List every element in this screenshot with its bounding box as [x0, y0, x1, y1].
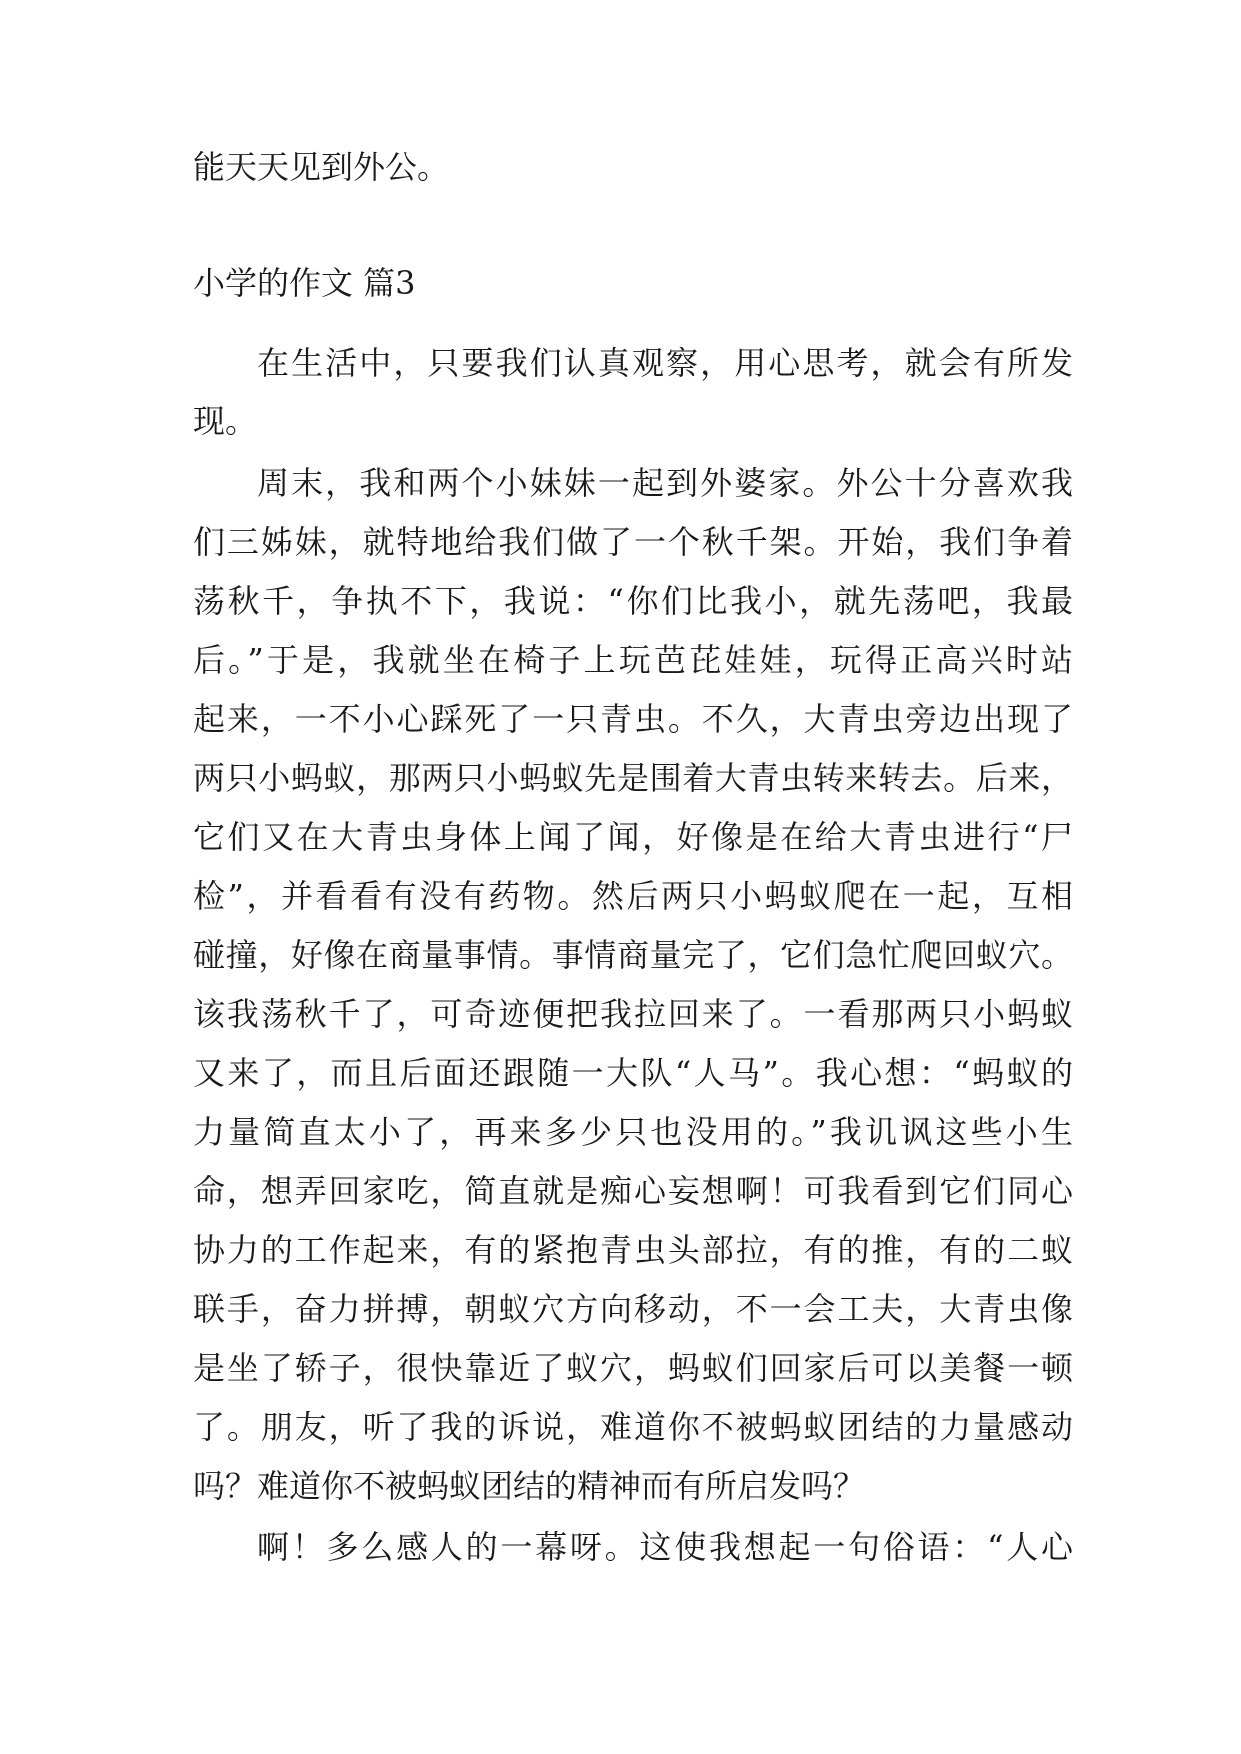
paragraph-line: 周末，我和两个小妹妹一起到外婆家。外公十分喜欢我 [257, 464, 1073, 502]
paragraph-line: 是坐了轿子，很快靠近了蚁穴，蚂蚁们回家后可以美餐一顿 [193, 1349, 1073, 1387]
paragraph-line: 啊！多么感人的一幕呀。这使我想起一句俗语：“人心 [257, 1528, 1073, 1566]
paragraph-line: 它们又在大青虫身体上闻了闻，好像是在给大青虫进行“尸 [193, 818, 1073, 856]
paragraph-line: 起来，一不小心踩死了一只青虫。不久，大青虫旁边出现了 [193, 700, 1073, 738]
paragraph-line: 命，想弄回家吃，简直就是痴心妄想啊！可我看到它们同心 [193, 1172, 1073, 1210]
carryover-line: 能天天见到外公。 [193, 148, 450, 186]
paragraph-line: 联手，奋力拼搏，朝蚁穴方向移动，不一会工夫，大青虫像 [193, 1290, 1073, 1328]
paragraph-line: 荡秋千，争执不下，我说：“你们比我小，就先荡吧，我最 [193, 582, 1073, 620]
section-heading: 小学的作文 篇3 [193, 264, 416, 302]
paragraph-line: 在生活中，只要我们认真观察，用心思考，就会有所发 [257, 344, 1073, 382]
paragraph-line: 力量简直太小了，再来多少只也没用的。”我讥讽这些小生 [193, 1113, 1073, 1151]
paragraph-line: 两只小蚂蚁，那两只小蚂蚁先是围着大青虫转来转去。后来， [193, 759, 1073, 797]
paragraph-line: 检”，并看看有没有药物。然后两只小蚂蚁爬在一起，互相 [193, 877, 1073, 915]
paragraph-line: 了。朋友，听了我的诉说，难道你不被蚂蚁团结的力量感动 [193, 1408, 1073, 1446]
paragraph-line: 碰撞，好像在商量事情。事情商量完了，它们急忙爬回蚁穴。 [193, 936, 1073, 974]
paragraph-line: 现。 [193, 402, 258, 440]
paragraph-line: 协力的工作起来，有的紧抱青虫头部拉，有的推，有的二蚁 [193, 1231, 1073, 1269]
paragraph-line: 又来了，而且后面还跟随一大队“人马”。我心想：“蚂蚁的 [193, 1054, 1073, 1092]
paragraph-line: 后。”于是，我就坐在椅子上玩芭芘娃娃，玩得正高兴时站 [193, 641, 1073, 679]
paragraph-line: 吗？难道你不被蚂蚁团结的精神而有所启发吗？ [193, 1467, 866, 1505]
paragraph-line: 该我荡秋千了，可奇迹便把我拉回来了。一看那两只小蚂蚁 [193, 995, 1073, 1033]
paragraph-line: 们三姊妹，就特地给我们做了一个秋千架。开始，我们争着 [193, 523, 1073, 561]
